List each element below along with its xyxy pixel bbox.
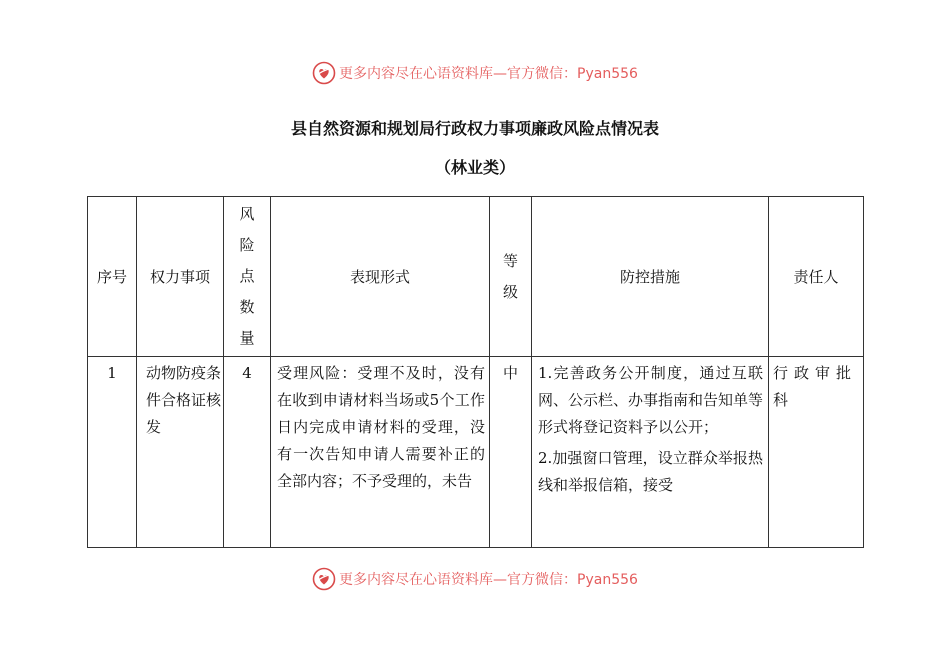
heart-logo-icon [312,61,336,85]
watermark-top [0,60,950,86]
cell-seq: 1 [88,357,137,548]
cell-grade: 中 [490,357,532,548]
table-row [88,357,864,548]
table-header-row [88,197,864,357]
header-measures: 防控措施 [532,197,769,357]
watermark-text: 更多内容尽在心语资料库—官方微信：Pyan556 [339,66,638,82]
header-form: 表现形式 [271,197,490,357]
cell-risk-count: 4 [224,357,271,548]
header-owner: 责任人 [769,197,864,357]
document-subtitle: （林业类） [434,158,515,177]
header-item: 权力事项 [137,197,224,357]
watermark-bottom [0,566,950,592]
header-risk-count: 风险点数量 [224,197,271,357]
measure-item-1: 1.完善政务公开制度，通过互联网、公示栏、办事指南和告知单等形式将登记资料予以公开； [538,364,764,436]
watermark-text: 更多内容尽在心语资料库—官方微信：Pyan556 [339,572,638,588]
header-seq: 序号 [88,197,137,357]
measure-item-2: 2.加强窗口管理，设立群众举报热线和举报信箱，接受 [538,449,763,494]
cell-form: 受理风险：受理不及时，没有在收到申请材料当场或5个工作日内完成申请材料的受理，没有一次告知申请人需要补正的全部内容；不予受理的，未告 [271,357,490,548]
cell-item: 动物防疫条件合格证核发 [137,357,224,548]
cell-owner: 行政审批科 [769,357,864,548]
heart-logo-icon [312,567,336,591]
header-grade: 等级 [490,197,532,357]
document-title: 县自然资源和规划局行政权力事项廉政风险点情况表 [290,119,659,138]
risk-table [87,196,864,548]
cell-measures [532,357,769,548]
